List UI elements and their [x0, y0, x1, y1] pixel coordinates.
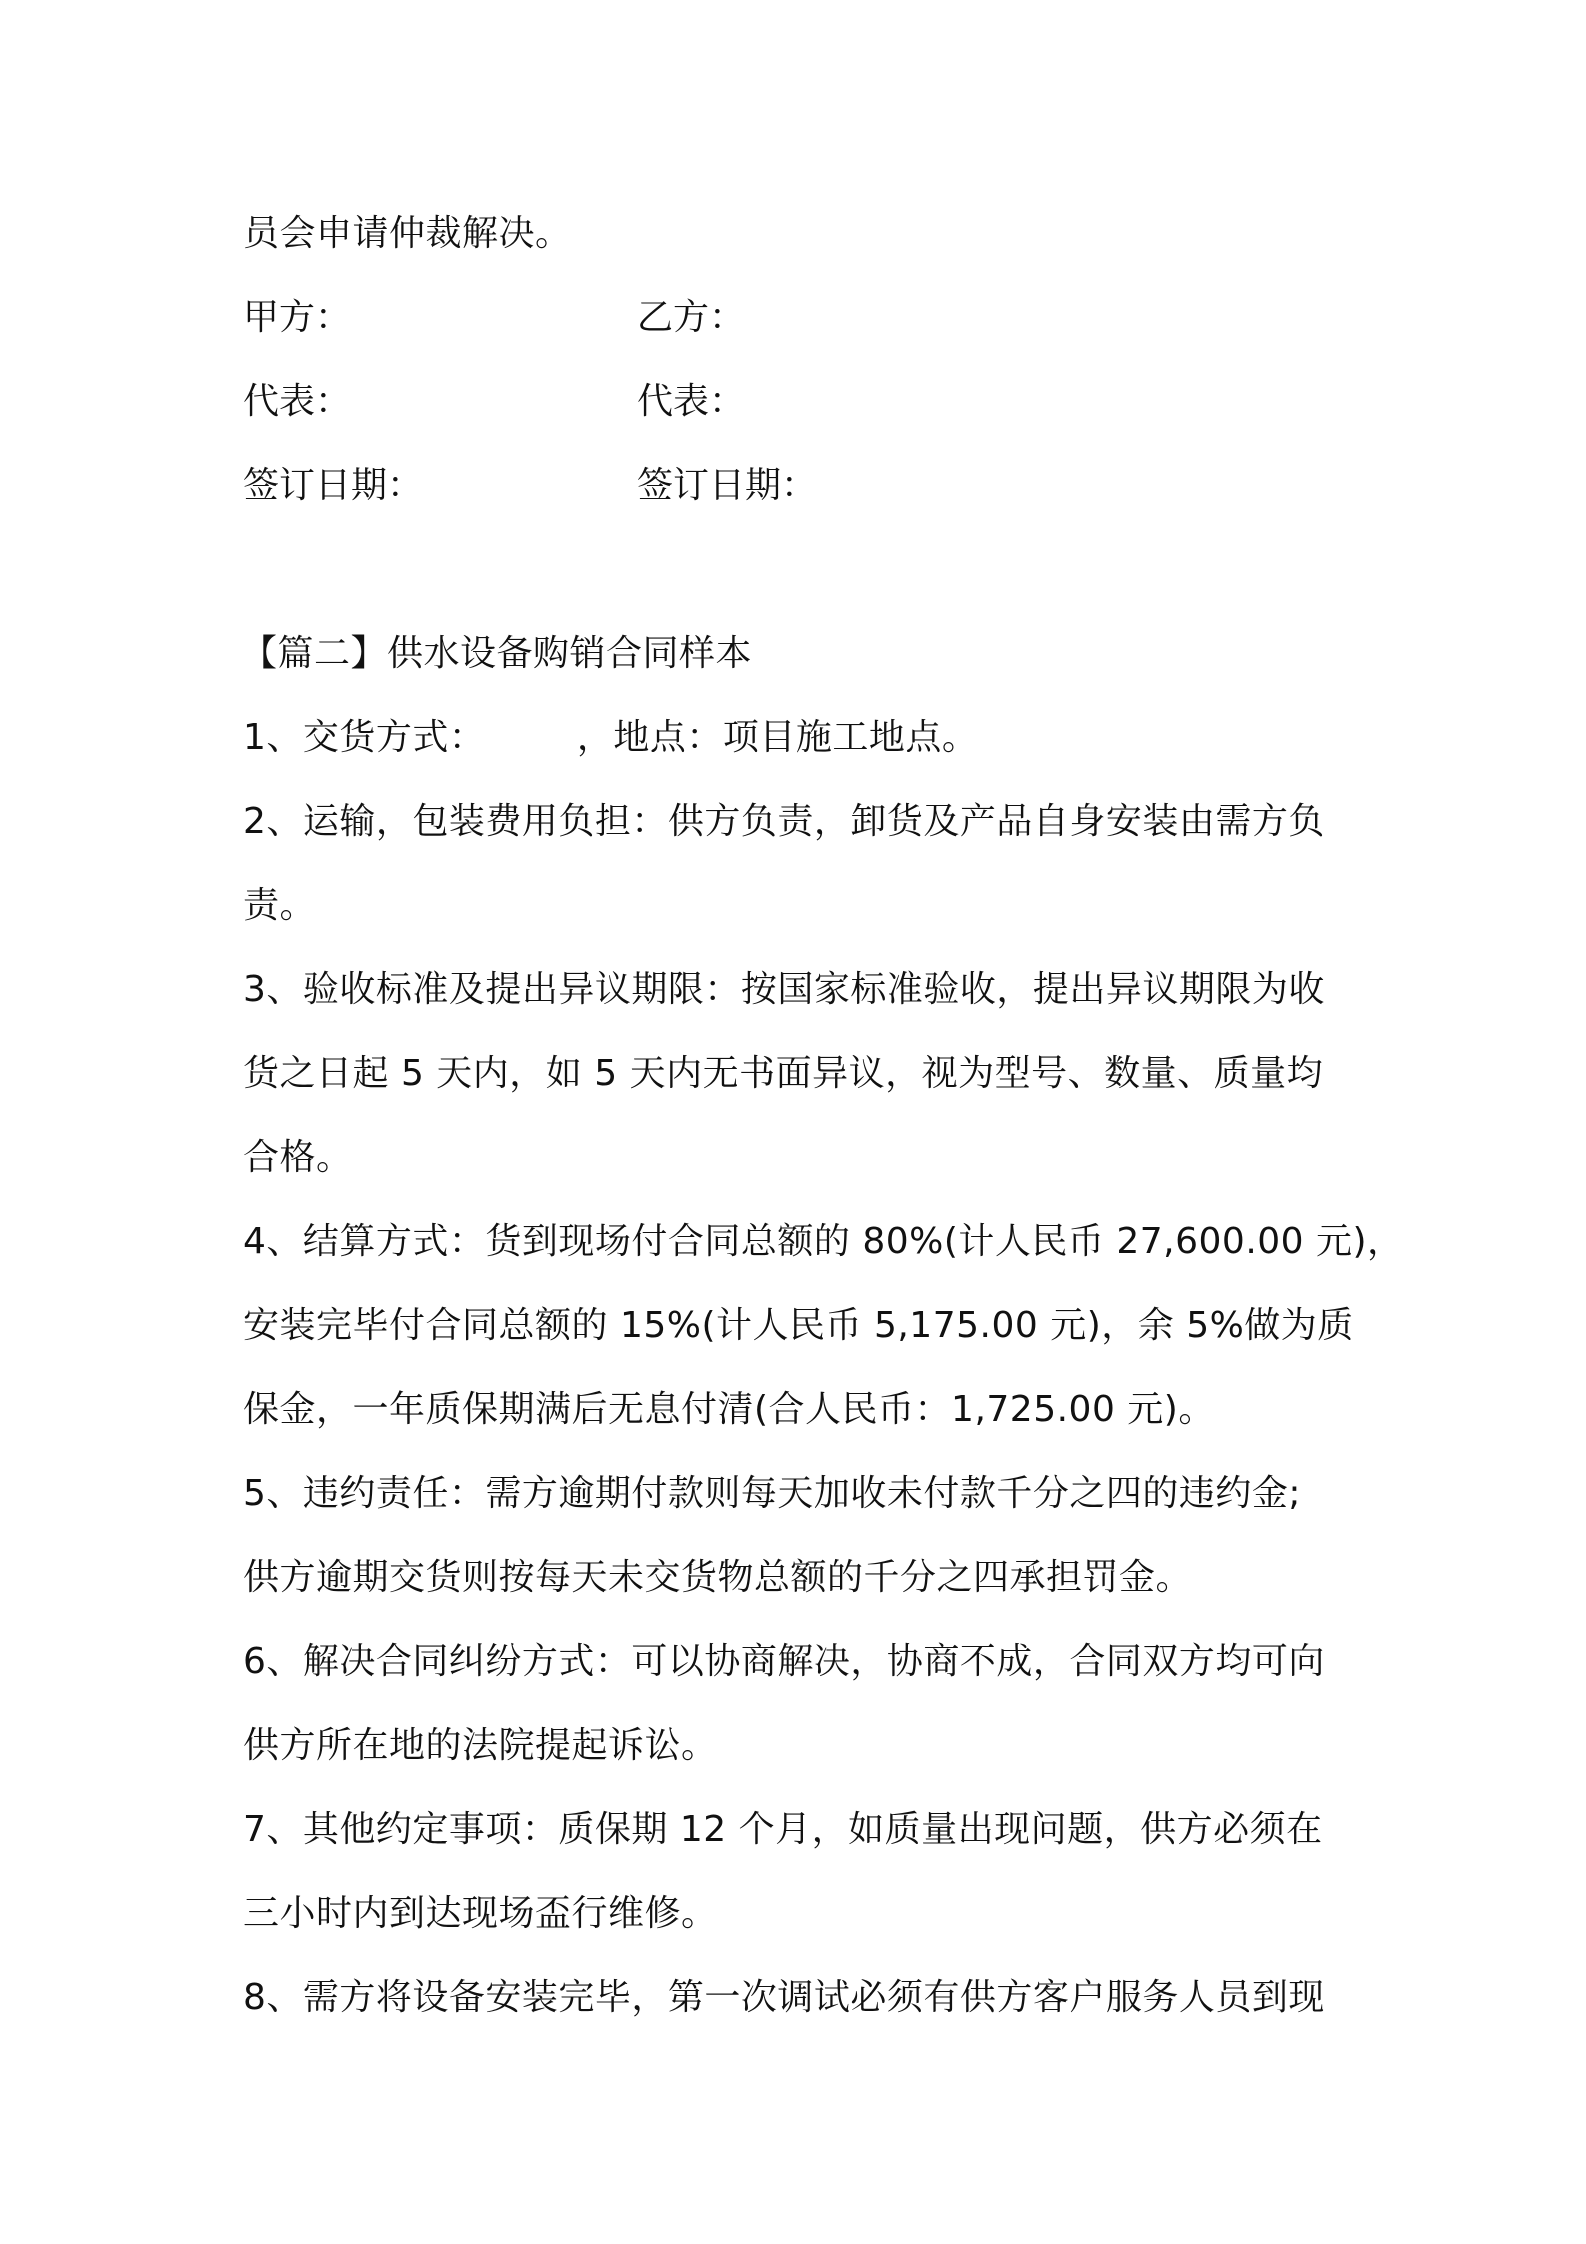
- clause-line: 3、验收标准及提出异议期限：按国家标准验收，提出异议期限为收: [243, 969, 1325, 1010]
- section-spacer: [243, 528, 1363, 612]
- document-body: [241, 192, 1404, 2040]
- clause-line: 合格。: [243, 1137, 353, 1178]
- clause-line: 1、交货方式： ，地点：项目施工地点。: [243, 717, 979, 758]
- date-b-label: 签订日期：: [637, 465, 818, 506]
- rep-a-label: 代表：: [243, 381, 352, 422]
- clause-line: 4、结算方式：货到现场付合同总额的 80%(计人民币 27,600.00 元)，: [243, 1221, 1404, 1262]
- clause-line: 5、违约责任：需方逾期付款则每天加收未付款千分之四的违约金;: [243, 1473, 1302, 1514]
- party-b-label: 乙方：: [637, 297, 746, 338]
- clause-line: 6、解决合同纠纷方式：可以协商解决，协商不成，合同双方均可向: [243, 1641, 1325, 1682]
- signature-row-party: [243, 276, 1363, 360]
- clause-line: 三小时内到达现场盃行维修。: [243, 1893, 718, 1934]
- rep-b-label: 代表：: [637, 381, 746, 422]
- section-title: 【篇二】供水设备购销合同样本: [241, 633, 753, 674]
- clause-line: 安装完毕付合同总额的 15%(计人民币 5,175.00 元)，余 5%做为质: [243, 1305, 1354, 1346]
- clause-line: 2、运输，包装费用负担：供方负责，卸货及产品自身安装由需方负: [243, 801, 1325, 842]
- signature-row-representative: [243, 360, 1363, 444]
- date-a-label: 签订日期：: [243, 465, 424, 506]
- signature-row-date: [243, 444, 1363, 528]
- clause-line: 保金，一年质保期满后无息付清(合人民币：1,725.00 元)。: [243, 1389, 1215, 1430]
- clause-line: 供方逾期交货则按每天未交货物总额的千分之四承担罚金。: [243, 1557, 1193, 1598]
- party-a-label: 甲方：: [243, 297, 352, 338]
- clause-line: 货之日起 5 天内，如 5 天内无书面异议，视为型号、数量、质量均: [243, 1053, 1324, 1094]
- clause-line: 责。: [243, 885, 317, 926]
- clause-line: 供方所在地的法院提起诉讼。: [243, 1725, 718, 1766]
- clause-line: 7、其他约定事项：质保期 12 个月，如质量出现问题，供方必须在: [243, 1809, 1323, 1850]
- opening-line: 员会申请仲裁解决。: [243, 213, 572, 254]
- clause-line: 8、需方将设备安装完毕，第一次调试必须有供方客户服务人员到现: [243, 1977, 1325, 2018]
